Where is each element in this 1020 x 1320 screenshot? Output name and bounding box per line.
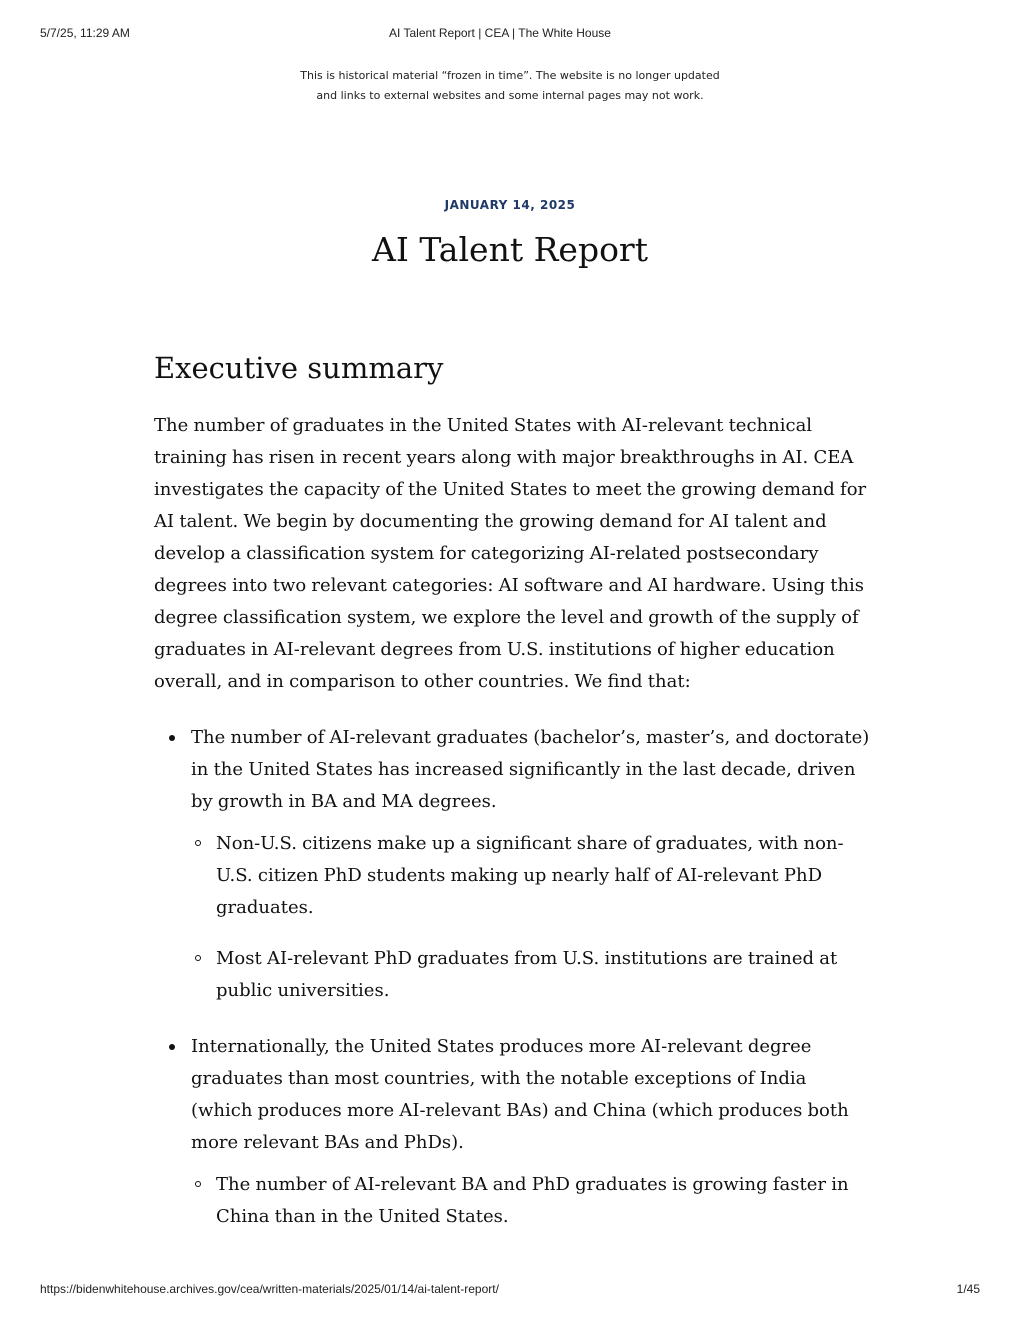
bullet-circle-icon bbox=[195, 955, 201, 961]
bullet-dot-icon bbox=[169, 1044, 175, 1050]
sub-findings-list bbox=[191, 828, 872, 1007]
page-number: 1/45 bbox=[956, 1282, 980, 1296]
article-body bbox=[154, 346, 872, 1257]
finding-item bbox=[154, 722, 872, 1007]
print-header bbox=[40, 26, 960, 42]
sub-findings-list bbox=[191, 1169, 872, 1233]
sub-finding-text: Most AI-relevant PhD graduates from U.S. institutions are trained at public universities. bbox=[216, 948, 838, 1001]
sub-finding-text: Non-U.S. citizens make up a significant share of graduates, with non-U.S. citizen PhD students making up nearly half of AI-relevant PhD graduates. bbox=[216, 833, 844, 918]
finding-text: The number of AI-relevant graduates (bachelor’s, master’s, and doctorate) in the United States has increased significantly in the last decade, driven by growth in BA and MA degrees. bbox=[191, 727, 870, 812]
sub-finding-item bbox=[191, 943, 872, 1007]
finding-item bbox=[154, 1031, 872, 1233]
publication-date: JANUARY 14, 2025 bbox=[444, 198, 576, 212]
print-footer bbox=[40, 1282, 980, 1298]
print-page-title: AI Talent Report | CEA | The White House bbox=[389, 26, 611, 40]
page-url: https://bidenwhitehouse.archives.gov/cea/written-materials/2025/01/14/ai-talent-report/ bbox=[40, 1282, 499, 1296]
notice-line-1: This is historical material “frozen in time”. The website is no longer updated bbox=[300, 69, 720, 82]
notice-line-2: and links to external websites and some internal pages may not work. bbox=[316, 89, 704, 102]
sub-finding-item bbox=[191, 828, 872, 924]
print-datetime: 5/7/25, 11:29 AM bbox=[40, 26, 130, 40]
finding-text: Internationally, the United States produces more AI-relevant degree graduates than most countries, with the notable exceptions of India (which produces more AI-relevant BAs) and China (which produces both more relevant BAs and PhDs). bbox=[191, 1036, 849, 1153]
intro-paragraph: The number of graduates in the United States with AI-relevant technical training has risen in recent years along with major breakthroughs in AI. CEA investigates the capacity of the United States to meet the growing demand for AI talent. We begin by documenting the growing demand for AI talent and develop a classification system for categorizing AI-related postsecondary degrees into two relevant categories: AI software and AI hardware. Using this degree classification system, we explore the level and growth of the supply of graduates in AI-relevant degrees from U.S. institutions of higher education overall, and in comparison to other countries. We find that: bbox=[154, 415, 867, 692]
historical-notice bbox=[0, 66, 1020, 106]
page-title: AI Talent Report bbox=[372, 230, 648, 269]
bullet-dot-icon bbox=[169, 735, 175, 741]
findings-list bbox=[154, 722, 872, 1233]
sub-finding-text: The number of AI-relevant BA and PhD graduates is growing faster in China than in the United States. bbox=[216, 1174, 849, 1227]
sub-finding-item bbox=[191, 1169, 872, 1233]
bullet-circle-icon bbox=[195, 1181, 201, 1187]
bullet-circle-icon bbox=[195, 840, 201, 846]
section-heading: Executive summary bbox=[154, 351, 444, 385]
